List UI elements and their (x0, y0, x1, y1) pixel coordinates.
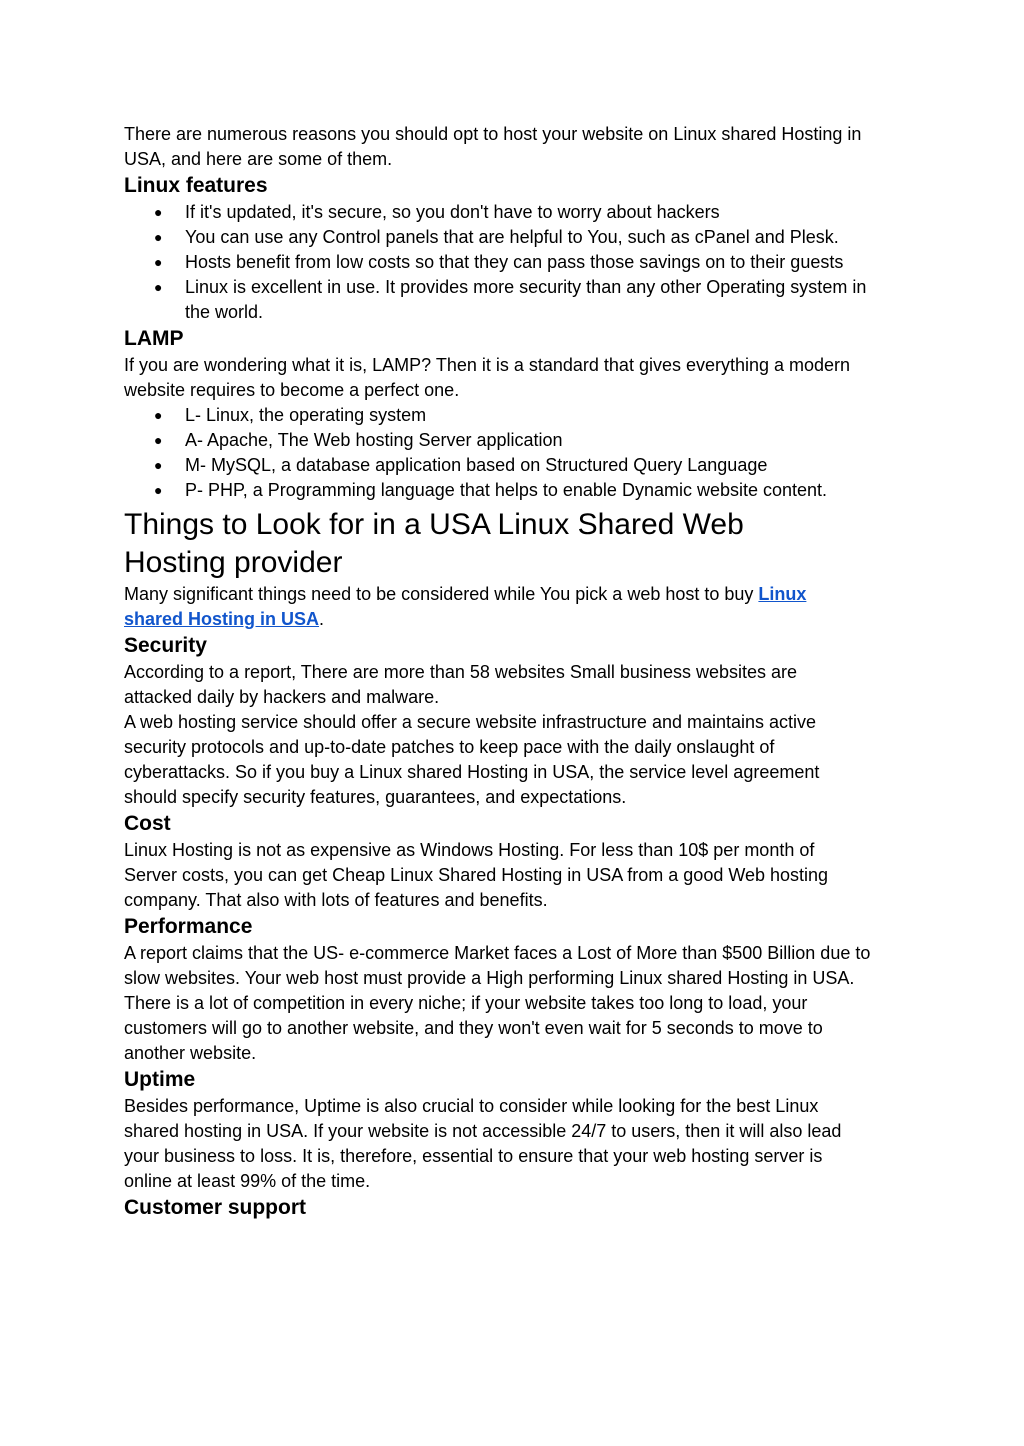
cost-paragraph: Linux Hosting is not as expensive as Windows Hosting. For less than 10$ per month of Server costs, you can get Cheap Linux Shared Hosting in USA from a good Web hosting company. That also with lots of features and benefits. (124, 840, 829, 910)
security-paragraph-2: A web hosting service should offer a secure website infrastructure and maintains active security protocols and up-to-date patches to keep pace with the daily onslaught of cyberattacks. So if you buy a Linux shared Hosting in USA, the service level agreement should specify security features, guarantees, and expectations. (124, 712, 820, 807)
bullet-icon: ● (154, 432, 163, 448)
uptime-heading: Uptime (124, 1068, 196, 1091)
security-paragraph-1: According to a report, There are more than 58 websites Small business websites are attacked daily by hackers and malware. (124, 662, 798, 707)
things-paragraph: Many significant things need to be considered while You pick a web host to buy Linux shared Hosting in USA. (124, 584, 807, 629)
linux-shared-hosting-link[interactable]: Linux shared Hosting in USA (124, 584, 807, 629)
list-item: ● Linux is excellent in use. It provides more security than any other Operating system in the world. (154, 277, 867, 322)
cost-heading: Cost (124, 812, 171, 835)
linux-features-list (124, 200, 904, 325)
bullet-icon: ● (154, 254, 163, 270)
performance-paragraph-2: There is a lot of competition in every niche; if your website takes too long to load, your customers will go to another website, and they won't even wait for 5 seconds to move to another website. (124, 993, 823, 1063)
security-heading: Security (124, 634, 207, 657)
performance-heading: Performance (124, 915, 253, 938)
uptime-paragraph: Besides performance, Uptime is also crucial to consider while looking for the best Linux shared hosting in USA. If your website is not accessible 24/7 to users, then it will also lead your business to loss. It is, therefore, essential to ensure that your web hosting server is online at least 99% of the time. (124, 1096, 842, 1191)
bullet-icon: ● (154, 482, 163, 498)
list-item: ● M- MySQL, a database application based on Structured Query Language (124, 453, 904, 478)
bullet-icon: ● (154, 204, 163, 220)
list-item: ● A- Apache, The Web hosting Server application (124, 428, 904, 453)
bullet-icon: ● (154, 407, 163, 423)
list-item: ● If it's updated, it's secure, so you don't have to worry about hackers (124, 200, 904, 225)
lamp-paragraph: If you are wondering what it is, LAMP? Then it is a standard that gives everything a modern website requires to become a perfect one. (124, 355, 851, 400)
customer-support-heading: Customer support (124, 1196, 307, 1219)
list-item: ● Hosts benefit from low costs so that they can pass those savings on to their guests (124, 250, 904, 275)
intro-paragraph: There are numerous reasons you should opt to host your website on Linux shared Hosting in USA, and here are some of them. (124, 124, 862, 169)
list-item: ● You can use any Control panels that are helpful to You, such as cPanel and Plesk. (124, 225, 904, 250)
document-page (124, 122, 904, 1222)
lamp-heading: LAMP (124, 327, 184, 350)
list-item: ● L- Linux, the operating system (124, 403, 904, 428)
bullet-icon: ● (154, 279, 163, 295)
bullet-icon: ● (154, 229, 163, 245)
list-item: ● P- PHP, a Programming language that helps to enable Dynamic website content. (124, 478, 904, 503)
bullet-icon: ● (154, 457, 163, 473)
lamp-list (124, 403, 904, 503)
linux-features-heading: Linux features (124, 174, 268, 197)
things-heading: Things to Look for in a USA Linux Shared Web Hosting provider (124, 508, 744, 579)
performance-paragraph-1: A report claims that the US- e-commerce Market faces a Lost of More than $500 Billion due to slow websites. Your web host must provide a High performing Linux shared Hosting in USA. (124, 943, 871, 988)
